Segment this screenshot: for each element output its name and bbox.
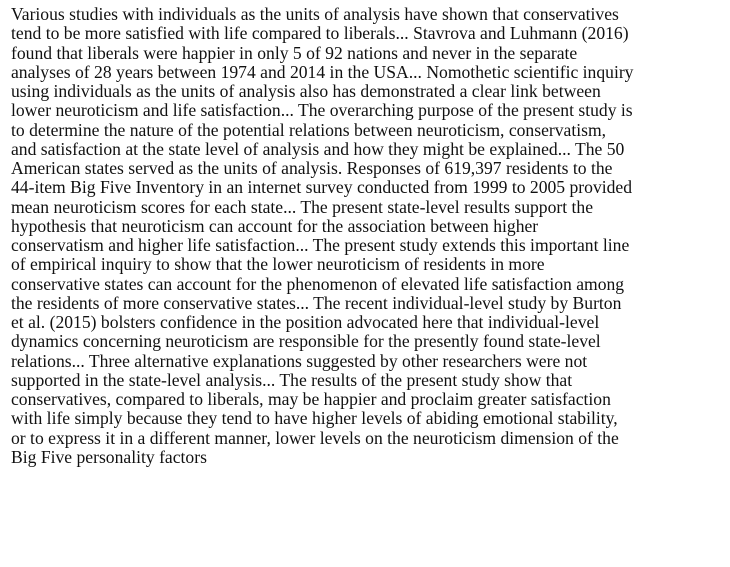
paragraph-line: using individuals as the units of analysis also has demonstrated a clear link between bbox=[11, 81, 601, 101]
paragraph-line: supported in the state-level analysis... The results of the present study show that bbox=[11, 369, 573, 390]
paragraph-line: of empirical inquiry to show that the lower neuroticism of residents in more bbox=[11, 254, 545, 275]
document-paragraph bbox=[11, 5, 727, 467]
paragraph-line: tend to be more satisfied with life compared to liberals... Stavrova and Luhmann (2016) bbox=[11, 23, 629, 44]
paragraph-line: with life simply because they tend to have higher levels of abiding emotional stability, bbox=[11, 408, 618, 429]
paragraph-line: 44-item Big Five Inventory in an internet survey conducted from 1999 to 2005 provided bbox=[11, 177, 633, 198]
paragraph-line: the residents of more conservative states... The recent individual-level study by Burton bbox=[11, 292, 622, 313]
paragraph-line: found that liberals were happier in only 5 of 92 nations and never in the separate bbox=[11, 42, 578, 63]
paragraph-line: Big Five personality factors bbox=[11, 446, 207, 467]
paragraph-line: analyses of 28 years between 1974 and 2014 in the USA... Nomothetic scientific inquiry bbox=[11, 61, 634, 82]
paragraph-line: hypothesis that neuroticism can account for the association between higher bbox=[11, 215, 539, 236]
paragraph-line: American states served as the units of analysis. Responses of 619,397 residents to the bbox=[11, 158, 613, 178]
paragraph-line: and satisfaction at the state level of analysis and how they might be explained... The 50 bbox=[11, 138, 625, 159]
paragraph-line: conservatives, compared to liberals, may be happier and proclaim greater satisfaction bbox=[11, 389, 611, 409]
paragraph-line: conservatism and higher life satisfaction... The present study extends this important line bbox=[11, 235, 630, 255]
paragraph-line: dynamics concerning neuroticism are responsible for the presently found state-level bbox=[11, 331, 601, 352]
paragraph-line: or to express it in a different manner, lower levels on the neuroticism dimension of the bbox=[11, 427, 619, 448]
paragraph-line: Various studies with individuals as the units of analysis have shown that conservatives bbox=[11, 4, 619, 24]
paragraph-line: to determine the nature of the potential relations between neuroticism, conservatism, bbox=[11, 119, 607, 140]
paragraph-line: relations... Three alternative explanations suggested by other researchers were not bbox=[11, 350, 588, 371]
paragraph-line: et al. (2015) bolsters confidence in the position advocated here that individual-level bbox=[11, 312, 600, 332]
paragraph-line: conservative states can account for the phenomenon of elevated life satisfaction among bbox=[11, 273, 625, 294]
paragraph-line: mean neuroticism scores for each state... The present state-level results support the bbox=[11, 196, 594, 217]
paragraph-line: lower neuroticism and life satisfaction... The overarching purpose of the present study is bbox=[11, 100, 633, 121]
